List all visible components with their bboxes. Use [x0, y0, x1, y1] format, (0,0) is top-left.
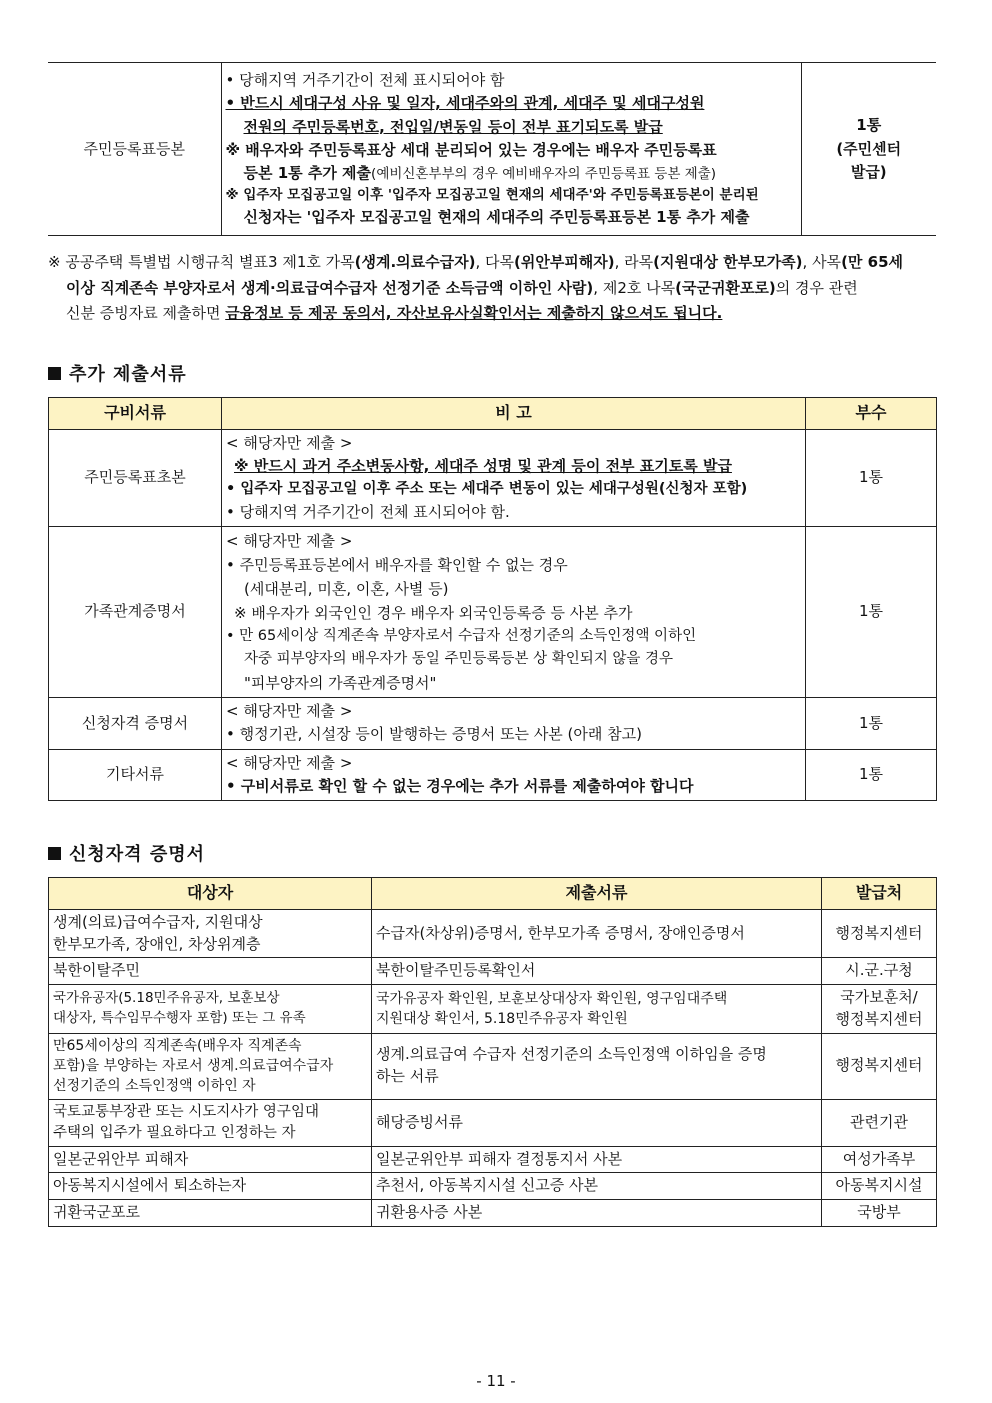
cell-line: 국토교통부장관 또는 시도지사가 영구임대 [53, 1103, 319, 1120]
target-cell [49, 1099, 372, 1146]
count-cell: 1통 [806, 526, 937, 697]
remark-line: < 해당자만 제출 > [226, 433, 353, 452]
target-cell [49, 1173, 372, 1200]
count-text: 1통 [856, 116, 882, 135]
table-row [49, 958, 937, 985]
column-header: 대상자 [49, 878, 372, 910]
submit-docs-cell [372, 1200, 822, 1227]
remark-line: < 해당자만 제출 > [226, 702, 353, 721]
remark-line: • 만 65세이상 직계존속 부양자로서 수급자 선정기준의 소득인정액 이하인 [226, 627, 697, 644]
remark-line: ※ 입주자 모집공고일 이후 '입주자 모집공고일 현재의 세대주'와 주민등록표등본이 분리된 [225, 187, 759, 204]
remark-line: • 행정기관, 시설장 등이 발행하는 증명서 또는 사본 (아래 참고) [226, 725, 642, 744]
submit-docs-cell [372, 909, 822, 958]
table-row [49, 909, 937, 958]
table-header-row [49, 397, 937, 429]
submit-docs-cell [372, 1099, 822, 1146]
cell-line: 주택의 입주가 필요하다고 인정하는 자 [53, 1124, 296, 1141]
cell-line: 행정복지센터 [835, 1009, 923, 1028]
column-header: 제출서류 [372, 878, 822, 910]
cell-line: 일본군위안부 피해자 [53, 1149, 189, 1168]
notice-text: , 라목 [614, 253, 654, 272]
table-row [49, 698, 937, 750]
remark-line: • 구비서류로 확인 할 수 없는 경우에는 추가 서류를 제출하여야 합니다 [226, 776, 694, 795]
cell-line: 일본군위안부 피해자 결정통지서 사본 [376, 1149, 623, 1168]
issuer-cell [822, 1146, 937, 1173]
column-header: 부수 [806, 397, 937, 429]
column-header: 발급처 [822, 878, 937, 910]
remark-line: 신청자는 '입주자 모집공고일 현재의 세대주의 주민등록표등본 1통 추가 제출 [243, 208, 750, 227]
remark-line: • 반드시 세대구성 사유 및 일자, 세대주와의 관계, 세대주 및 세대구성원 [225, 94, 705, 113]
cell-line: 해당증빙서류 [376, 1112, 463, 1131]
count-cell: 1통 [806, 698, 937, 750]
doc-name-cell: 가족관계증명서 [49, 526, 222, 697]
remark-line: • 당해지역 거주기간이 전체 표시되어야 함. [226, 502, 510, 521]
doc-name-cell: 주민등록표등본 [48, 63, 221, 236]
notice-text: , 사목 [802, 253, 842, 272]
doc-name-cell: 주민등록표초본 [49, 429, 222, 526]
cell-line: 국가유공자(5.18민주유공자, 보훈보상 [53, 990, 280, 1007]
remark-line: < 해당자만 제출 > [226, 753, 353, 772]
notice-bold: (만 65세 [841, 253, 903, 272]
issuer-cell [822, 958, 937, 985]
remark-line: ※ 배우자와 주민등록표상 세대 분리되어 있는 경우에는 배우자 주민등록표 [225, 140, 717, 159]
target-cell [49, 1033, 372, 1099]
cell-line: 생계(의료)급여수급자, 지원대상 [53, 912, 263, 931]
notice-bold: (국군귀환포로) [675, 278, 776, 297]
doc-name-cell: 기타서류 [49, 749, 222, 801]
submit-docs-cell [372, 1033, 822, 1099]
count-cell [801, 63, 936, 236]
target-cell [49, 985, 372, 1034]
certificates-body [49, 909, 937, 1226]
notice-bold: 이상 직계존속 부양자로서 생계·의료급여수급자 선정기준 소득금액 이하인 사람) [66, 278, 594, 297]
remark-line: ※ 배우자가 외국인인 경우 배우자 외국인등록증 등 사본 추가 [234, 603, 633, 622]
remark-note: (예비신혼부부의 경우 예비배우자의 주민등록표 등본 제출) [371, 166, 717, 182]
notice-text: , 다목 [475, 253, 514, 272]
cell-line: 한부모가족, 장애인, 차상위계층 [53, 934, 261, 953]
remark-line: ※ 반드시 과거 주소변동사항, 세대주 성명 및 관계 등이 전부 표기토록 발급 [234, 456, 732, 475]
cell-line: 국가유공자 확인원, 보훈보상대상자 확인원, 영구임대주택 [376, 990, 728, 1007]
table-row [49, 985, 937, 1034]
square-bullet-icon [48, 367, 61, 380]
table-header-row [49, 878, 937, 910]
issuer-cell [822, 1173, 937, 1200]
remark-line: 등본 1통 추가 제출 [243, 164, 372, 182]
target-cell [49, 958, 372, 985]
submit-docs-cell [372, 1173, 822, 1200]
cell-line: 아동복지시설 [835, 1176, 923, 1195]
cell-line: 하는 서류 [376, 1067, 439, 1086]
notice-text: , 제2호 나목 [593, 278, 676, 297]
cell-line: 시.군.구청 [845, 961, 913, 980]
section-heading-certificates [48, 841, 936, 869]
issuer-cell [822, 985, 937, 1034]
remarks-cell [222, 526, 806, 697]
cell-line: 수급자(차상위)증명서, 한부모가족 증명서, 장애인증명서 [376, 923, 745, 942]
remark-line: 전원의 주민등록번호, 전입일/변동일 등이 전부 표기되도록 발급 [243, 117, 663, 136]
table-row [48, 63, 936, 236]
resident-register-table [48, 62, 936, 236]
count-text: 발급) [850, 162, 887, 181]
notice-text: ※ 공공주택 특별법 시행규칙 별표3 제1호 가목 [48, 253, 355, 272]
remark-line: • 주민등록표등본에서 배우자를 확인할 수 없는 경우 [226, 555, 568, 574]
notice-paragraph [48, 250, 936, 327]
cell-line: 국방부 [857, 1203, 901, 1222]
section-title: 신청자격 증명서 [69, 844, 205, 866]
additional-docs-table [48, 397, 937, 801]
section-heading-additional [48, 361, 936, 389]
count-cell: 1통 [806, 749, 937, 801]
submit-docs-cell [372, 1146, 822, 1173]
notice-bold: (생계.의료수급자) [354, 253, 476, 272]
cell-line: 귀환용사증 사본 [376, 1203, 483, 1222]
square-bullet-icon [48, 847, 61, 860]
cell-line: 추천서, 아동복지시설 신고증 사본 [376, 1176, 598, 1195]
column-header: 비 고 [222, 397, 806, 429]
issuer-cell [822, 1200, 937, 1227]
page-number: - 11 - [476, 1372, 516, 1390]
target-cell [49, 909, 372, 958]
cell-line: 선정기준의 소득인정액 이하인 자 [53, 1078, 256, 1095]
cell-line: 국가보훈처/ [840, 988, 918, 1007]
remark-line: 자중 피부양자의 배우자가 동일 주민등록등본 상 확인되지 않을 경우 [244, 651, 674, 668]
target-cell [49, 1146, 372, 1173]
count-cell: 1통 [806, 429, 937, 526]
cell-line: 북한이탈주민등록확인서 [376, 961, 536, 980]
remarks-cell [222, 698, 806, 750]
table-row [49, 1200, 937, 1227]
notice-bold: (위안부피해자) [513, 253, 615, 272]
cell-line: 행정복지센터 [835, 923, 923, 942]
cell-line: 만65세이상의 직계존속(배우자 직계존속 [53, 1037, 302, 1054]
notice-text: 신분 증빙자료 제출하면 [66, 304, 226, 323]
table-row [49, 1033, 937, 1099]
table-row [49, 1173, 937, 1200]
submit-docs-cell [372, 958, 822, 985]
notice-text: 의 경우 관련 [775, 278, 858, 297]
certificates-table [48, 877, 937, 1227]
cell-line: 북한이탈주민 [53, 961, 140, 980]
remark-line: (세대분리, 미혼, 이혼, 사별 등) [244, 579, 449, 598]
cell-line: 여성가족부 [842, 1149, 916, 1168]
cell-line: 포함)을 부양하는 자로서 생계.의료급여수급자 [53, 1057, 334, 1074]
doc-name-cell: 신청자격 증명서 [49, 698, 222, 750]
table-row [49, 1146, 937, 1173]
table-row [49, 1099, 937, 1146]
document-page [48, 62, 936, 1227]
cell-line: 대상자, 특수임무수행자 포함) 또는 그 유족 [53, 1009, 306, 1026]
cell-line: 행정복지센터 [835, 1056, 923, 1075]
submit-docs-cell [372, 985, 822, 1034]
table-row [49, 749, 937, 801]
remark-line: • 당해지역 거주기간이 전체 표시되어야 함 [225, 71, 505, 89]
table-row [49, 429, 937, 526]
remark-line: "피부양자의 가족관계증명서" [244, 674, 437, 693]
cell-line: 귀환국군포로 [53, 1203, 140, 1222]
table-row [49, 526, 937, 697]
cell-line: 지원대상 확인서, 5.18민주유공자 확인원 [376, 1010, 628, 1027]
remarks-cell [221, 63, 801, 236]
remarks-cell [222, 749, 806, 801]
issuer-cell [822, 909, 937, 958]
column-header: 구비서류 [49, 397, 222, 429]
remarks-cell [222, 429, 806, 526]
remark-line: < 해당자만 제출 > [226, 531, 353, 550]
cell-line: 아동복지시설에서 퇴소하는자 [53, 1176, 247, 1195]
remark-line: • 입주자 모집공고일 이후 주소 또는 세대주 변동이 있는 세대구성원(신청자 포함) [226, 481, 748, 498]
cell-line: 관련기관 [850, 1112, 908, 1131]
issuer-cell [822, 1099, 937, 1146]
notice-emphasis: 금융정보 등 제공 동의서, 자산보유사실확인서는 제출하지 않으셔도 됩니다. [225, 304, 723, 323]
cell-line: 생계.의료급여 수급자 선정기준의 소득인정액 이하임을 증명 [376, 1045, 767, 1064]
target-cell [49, 1200, 372, 1227]
count-text: (주민센터 [836, 139, 902, 158]
section-title: 추가 제출서류 [69, 363, 187, 385]
notice-bold: (지원대상 한부모가족) [653, 253, 803, 272]
issuer-cell [822, 1033, 937, 1099]
